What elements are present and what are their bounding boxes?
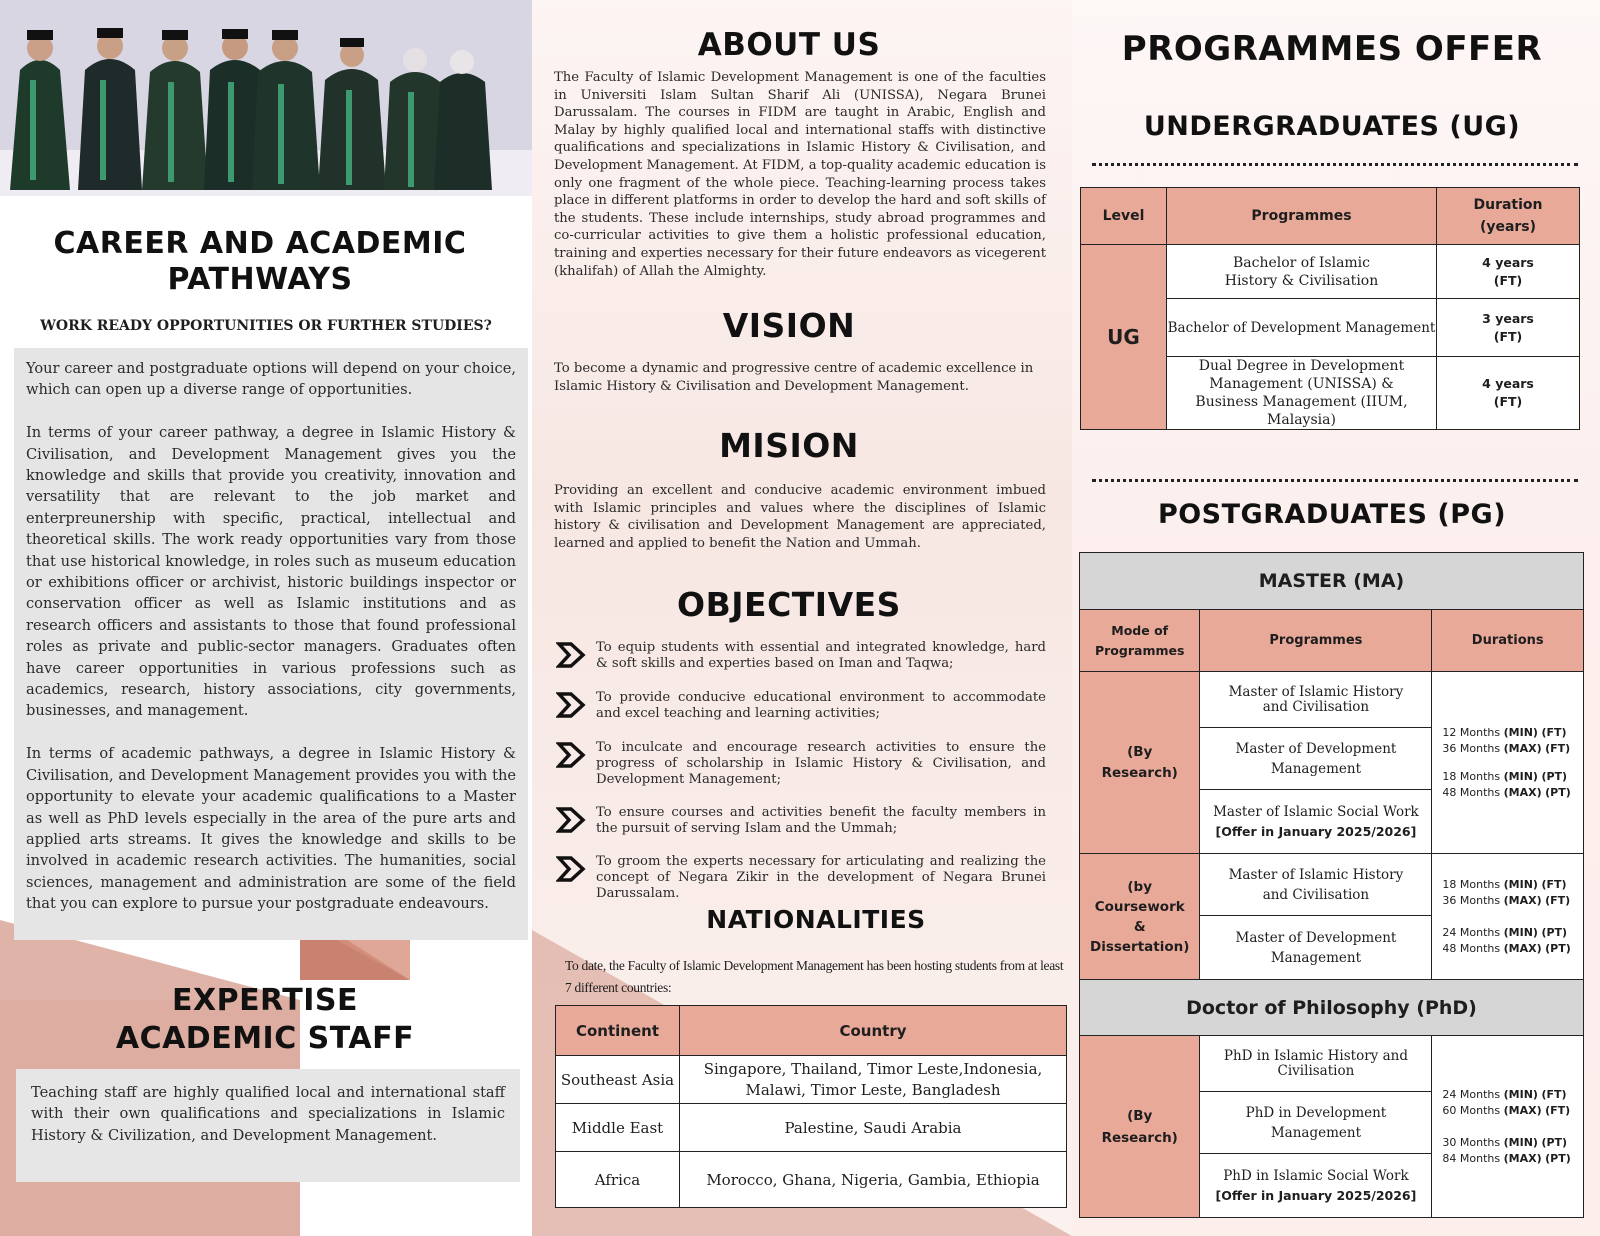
- career-text-box: [14, 348, 528, 940]
- pg-header-mode: Mode of Programmes: [1080, 610, 1200, 672]
- phd-heading: Doctor of Philosophy (PhD): [1080, 980, 1584, 1036]
- undergraduates-title: UNDERGRADUATES (UG): [1143, 111, 1521, 142]
- about-title: ABOUT US: [697, 27, 881, 63]
- expertise-text: Teaching staff are highly qualified local and international staff with their own qualifications and specializations in Islamic History & Civilization, and Development Management.: [31, 1084, 505, 1144]
- programme-cell: Master of Development Management: [1200, 916, 1432, 980]
- arrow-bullet-icon: [556, 740, 586, 770]
- phd-durations: 24 Months (MIN) (FT) 60 Months (MAX) (FT) 30 Months (MIN) (PT) 84 Months (MAX) (PT): [1432, 1036, 1584, 1218]
- vision-text: To become a dynamic and progressive centre of academic excellence in Islamic History & Civilisation and Development Management.: [554, 361, 1034, 394]
- mode-cell: (By Research): [1080, 672, 1200, 854]
- programme-cell: [1200, 1154, 1432, 1218]
- table-row: [556, 1152, 1067, 1208]
- objective-text: To groom the experts necessary for articulating and realizing the concept of Negara Zikir in the development of Negara Brunei Darussalam.: [596, 854, 1046, 901]
- programme-cell: Dual Degree in Development Management (UNISSA) & Business Management (IIUM, Malaysia): [1167, 357, 1437, 430]
- continent-cell: Middle East: [556, 1104, 680, 1152]
- undergraduate-table: [1080, 187, 1580, 430]
- programmes-title: PROGRAMMES OFFER: [1121, 29, 1543, 69]
- programme-cell: PhD in Islamic History and Civilisation: [1200, 1036, 1432, 1092]
- graduates-photo: [0, 0, 532, 196]
- objective-text: To equip students with essential and integrated knowledge, hard & soft skills and experties based on Iman and Taqwa;: [596, 640, 1046, 671]
- continent-cell: Southeast Asia: [556, 1056, 680, 1104]
- master-research-durations: 12 Months (MIN) (FT) 36 Months (MAX) (FT) 18 Months (MIN) (PT) 48 Months (MAX) (PT): [1432, 672, 1584, 854]
- career-paragraph: In terms of academic pathways, a degree in Islamic History & Civilisation, and Development Management provides you with the opportunity to elevate your academic qualifications to a Master as well as PhD levels especially in the area of the pure arts and applied arts streams. It gives the knowledge and skills to be involved in academic research activities. The humanities, social sciences, management and administration are some of the field that you can explore to pursue your postgraduate endeavours.: [26, 745, 516, 913]
- pg-header-programmes: Programmes: [1200, 610, 1432, 672]
- ug-header-level: Level: [1081, 188, 1167, 245]
- programme-name: PhD in Islamic Social Work: [1223, 1167, 1409, 1184]
- country-cell: Singapore, Thailand, Timor Leste,Indonesia, Malawi, Timor Leste, Bangladesh: [680, 1056, 1067, 1104]
- master-heading: MASTER (MA): [1080, 553, 1584, 610]
- programme-cell: Master of Islamic History and Civilisation: [1200, 854, 1432, 916]
- dotted-divider: [1092, 479, 1578, 482]
- expertise-title-line2: ACADEMIC STAFF: [115, 1021, 415, 1056]
- table-row: [556, 1104, 1067, 1152]
- ug-header-duration: Duration (years): [1437, 188, 1580, 245]
- table-row: [1080, 1036, 1584, 1092]
- career-title-line2: PATHWAYS: [167, 262, 353, 297]
- career-title-line1: CAREER AND ACADEMIC: [53, 226, 467, 261]
- about-text: The Faculty of Islamic Development Management is one of the faculties in Universiti Islam Sultan Sharif Ali (UNISSA), Negara Brunei Darussalam. The courses in FIDM are taught in Arabic, English and Malay by highly qualified local and international staffs with distinctive qualifications and specializations in Islamic History & Civilisation, and Development Management. At FIDM, a top-quality academic education is only one fragment of the whole piece. Teaching-learning process takes place in different platforms in order to develop the hard and soft skills of the students. These include internships, study abroad programmes and co-curricular activities to give them a holistic professional education, training and experties necessary for their future endeavors as vicegerent (khalifah) of Allah the Almighty.: [554, 70, 1046, 279]
- objective-item: [556, 740, 1046, 788]
- objective-item: [556, 690, 1046, 724]
- nationalities-header-country: Country: [680, 1006, 1067, 1056]
- mission-title: MISION: [719, 426, 859, 465]
- dotted-divider: [1092, 163, 1578, 166]
- career-subtitle: WORK READY OPPORTUNITIES OR FURTHER STUDIES?: [40, 318, 492, 334]
- mode-cell: (By Research): [1080, 1036, 1200, 1218]
- nationalities-table: [555, 1005, 1067, 1208]
- continent-cell: Africa: [556, 1152, 680, 1208]
- objective-item: [556, 640, 1046, 674]
- nationalities-title: NATIONALITIES: [706, 905, 926, 934]
- objective-text: To provide conducive educational environment to accommodate and excel teaching and learning activities;: [596, 690, 1046, 721]
- vision-title: VISION: [722, 306, 856, 345]
- arrow-bullet-icon: [556, 640, 586, 670]
- programme-cell: [1200, 790, 1432, 854]
- duration-cell: 4 years (FT): [1437, 357, 1580, 430]
- table-row: [1080, 672, 1584, 728]
- ug-header-programmes: Programmes: [1167, 188, 1437, 245]
- arrow-bullet-icon: [556, 690, 586, 720]
- country-cell: Palestine, Saudi Arabia: [680, 1104, 1067, 1152]
- expertise-text-box: [16, 1069, 520, 1182]
- table-row: [1081, 245, 1580, 299]
- programme-cell: Bachelor of Development Management: [1167, 299, 1437, 357]
- country-cell: Morocco, Ghana, Nigeria, Gambia, Ethiopia: [680, 1152, 1067, 1208]
- programme-cell: Bachelor of Islamic History & Civilisation: [1167, 245, 1437, 299]
- programme-cell: PhD in Development Management: [1200, 1092, 1432, 1154]
- programme-cell: Master of Islamic History and Civilisation: [1200, 672, 1432, 728]
- mode-cell: (by Coursework & Dissertation): [1080, 854, 1200, 980]
- objectives-title: OBJECTIVES: [677, 585, 901, 624]
- nationalities-intro: To date, the Faculty of Islamic Development Management has been hosting students from at least 7 different countries:: [565, 958, 1064, 995]
- expertise-title-line1: EXPERTISE: [171, 983, 359, 1018]
- table-row: [556, 1056, 1067, 1104]
- offer-note: [Offer in January 2025/2026]: [1215, 1187, 1417, 1203]
- programme-name: Master of Islamic Social Work: [1213, 803, 1419, 820]
- arrow-bullet-icon: [556, 854, 586, 884]
- ug-level-cell: UG: [1081, 245, 1167, 430]
- objective-text: To inculcate and encourage research activities to ensure the progress of scholarship in Islamic History & Civilisation, and Development Management;: [596, 740, 1046, 787]
- expertise-title: [90, 982, 440, 1058]
- career-paragraph: Your career and postgraduate options will depend on your choice, which can open up a diverse range of opportunities.: [26, 360, 516, 399]
- table-row: [1080, 854, 1584, 916]
- career-title: [20, 226, 500, 298]
- career-paragraph: In terms of your career pathway, a degree in Islamic History & Civilisation, and Development Management gives you the knowledge and skills that provide you creativity, innovation and versatility that are relevant to the job market and enterpreunership with specific, practical, intellectual and theoretical skills. The work ready opportunities vary from those that use historical knowledge, in roles such as museum education or exhibitions officer or archivist, historic buildings inspector or conservation officer as well as Islamic institutions and as research officers and assistants to those that found professional roles as private and public-sector managers. Graduates often have career opportunities in various professions such as academics, research, history associations, city governments, businesses, and management.: [26, 424, 516, 720]
- mission-text: Providing an excellent and conducive academic environment imbued with Islamic principles and values where the disciplines of Islamic history & civilisation and Development Management are appreciated, learned and applied to benefit the Nation and Ummah.: [554, 483, 1046, 551]
- postgraduate-table: [1079, 552, 1584, 1218]
- pg-header-durations: Durations: [1432, 610, 1584, 672]
- objective-text: To ensure courses and activities benefit the faculty members in the pursuit of serving Islam and the Ummah;: [596, 805, 1046, 836]
- duration-cell: 4 years (FT): [1437, 245, 1580, 299]
- programme-cell: Master of Development Management: [1200, 728, 1432, 790]
- objective-item: [556, 805, 1046, 839]
- duration-cell: 3 years (FT): [1437, 299, 1580, 357]
- master-coursework-durations: 18 Months (MIN) (FT) 36 Months (MAX) (FT) 24 Months (MIN) (PT) 48 Months (MAX) (PT): [1432, 854, 1584, 980]
- objective-item: [556, 854, 1046, 902]
- postgraduates-title: POSTGRADUATES (PG): [1157, 499, 1507, 530]
- nationalities-header-continent: Continent: [556, 1006, 680, 1056]
- offer-note: [Offer in January 2025/2026]: [1215, 823, 1417, 839]
- arrow-bullet-icon: [556, 805, 586, 835]
